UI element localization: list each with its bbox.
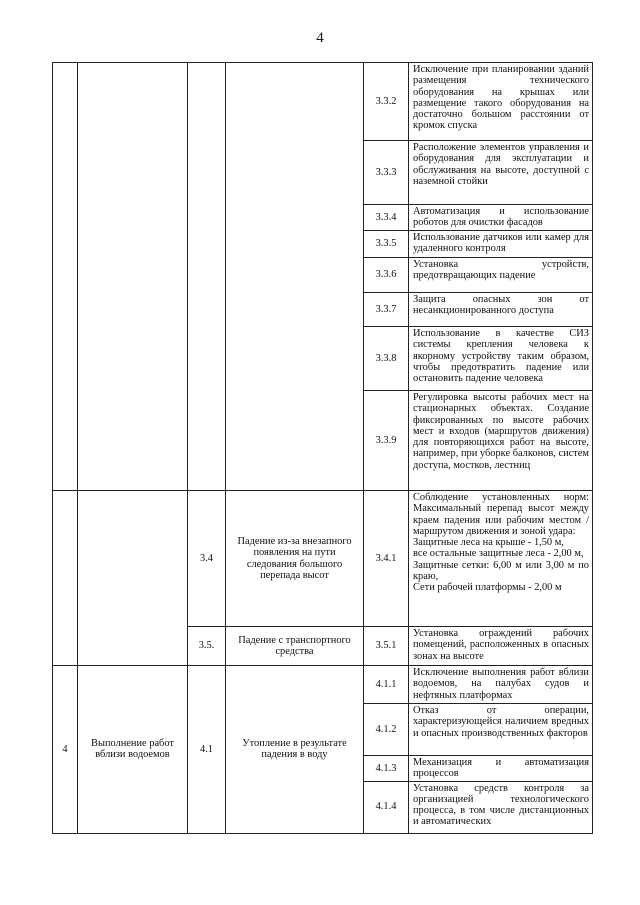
measure-text: Использование в качестве СИЗ системы крепления человека к якорному устройству таким образом, чтобы предотвратить падение или остановить падение человека bbox=[409, 327, 593, 391]
measure-code: 3.3.9 bbox=[364, 391, 409, 491]
work-number-cell bbox=[53, 63, 78, 491]
measure-code: 4.1.1 bbox=[364, 666, 409, 704]
work-name-cell bbox=[78, 491, 188, 666]
work-number-cell bbox=[53, 491, 78, 666]
hazard-name: Утопление в результате падения в воду bbox=[226, 666, 364, 834]
measure-line: Соблюдение установленных норм: Максимальный перепад высот между краем падения или рабочим местом / маршрутом движения и зоной удара: bbox=[413, 492, 589, 537]
measure-code: 3.3.7 bbox=[364, 293, 409, 327]
page-number: 4 bbox=[316, 30, 324, 46]
work-name: Выполнение работ вблизи водоемов bbox=[78, 666, 188, 834]
measure-code: 3.3.4 bbox=[364, 205, 409, 231]
measure-text: Установка средств контроля за организацией технологического процесса, в том числе дистанционных и автоматических bbox=[409, 781, 593, 833]
measure-text: Отказ от операции, характеризующейся наличием вредных и опасных производственных факторов bbox=[409, 704, 593, 756]
measure-line: Защитные леса на крыше - 1,50 м, bbox=[413, 537, 564, 549]
measure-line: все остальные защитные леса - 2,00 м, bbox=[413, 548, 584, 560]
measure-text: Регулировка высоты рабочих мест на стационарных объектах. Создание фиксированных по высоте рабочих мест и входов (маршрутов движения) для повторяющихся работ на высоте, например, при уборке балконов, систем доступа, мостков, лестниц bbox=[409, 391, 593, 491]
measure-text bbox=[409, 491, 593, 627]
measure-text: Использование датчиков или камер для удаленного контроля bbox=[409, 231, 593, 258]
hazard-name: Падение с транспортного средства bbox=[226, 627, 364, 666]
measure-code: 3.5.1 bbox=[364, 627, 409, 666]
hazard-code: 4.1 bbox=[188, 666, 226, 834]
measure-line: Сети рабочей платформы - 2,00 м bbox=[413, 582, 562, 594]
work-name-cell bbox=[78, 63, 188, 491]
measure-code: 4.1.2 bbox=[364, 704, 409, 756]
measure-text: Автоматизация и использование роботов для очистки фасадов bbox=[409, 205, 593, 231]
hazard-code-cell bbox=[188, 63, 226, 491]
hazard-name: Падение из-за внезапного появления на пути следования большого перепада высот bbox=[226, 491, 364, 627]
measure-code: 4.1.4 bbox=[364, 781, 409, 833]
hazard-code: 3.4 bbox=[188, 491, 226, 627]
measure-text: Исключение при планировании зданий размещения технического оборудования на крышах или размещение такого оборудования на достаточно большом расстоянии от кромок спуска bbox=[409, 63, 593, 141]
measure-code: 3.3.5 bbox=[364, 231, 409, 258]
measure-code: 3.3.3 bbox=[364, 141, 409, 205]
hazard-name-cell bbox=[226, 63, 364, 491]
measure-code: 3.3.6 bbox=[364, 258, 409, 293]
measure-text: Защита опасных зон от несанкционированного доступа bbox=[409, 293, 593, 327]
measure-text: Исключение выполнения работ вблизи водоемов, на палубах судов и нефтяных платформах bbox=[409, 666, 593, 704]
measure-text: Механизация и автоматизация процессов bbox=[409, 756, 593, 782]
hazard-measures-table bbox=[52, 62, 593, 834]
measure-text: Расположение элементов управления и оборудования для эксплуатации и обслуживания на высоте, доступной с наземной стойки bbox=[409, 141, 593, 205]
work-number: 4 bbox=[53, 666, 78, 834]
measure-code: 3.3.8 bbox=[364, 327, 409, 391]
measure-line: Защитные сетки: 6,00 м или 3,00 м по краю, bbox=[413, 559, 589, 583]
measure-code: 4.1.3 bbox=[364, 756, 409, 782]
measure-text: Установка ограждений рабочих помещений, расположенных в опасных зонах на высоте bbox=[409, 627, 593, 666]
measure-code: 3.4.1 bbox=[364, 491, 409, 627]
measure-code: 3.3.2 bbox=[364, 63, 409, 141]
hazard-code: 3.5. bbox=[188, 627, 226, 666]
measure-text: Установка устройств, предотвращающих падение bbox=[409, 258, 593, 293]
